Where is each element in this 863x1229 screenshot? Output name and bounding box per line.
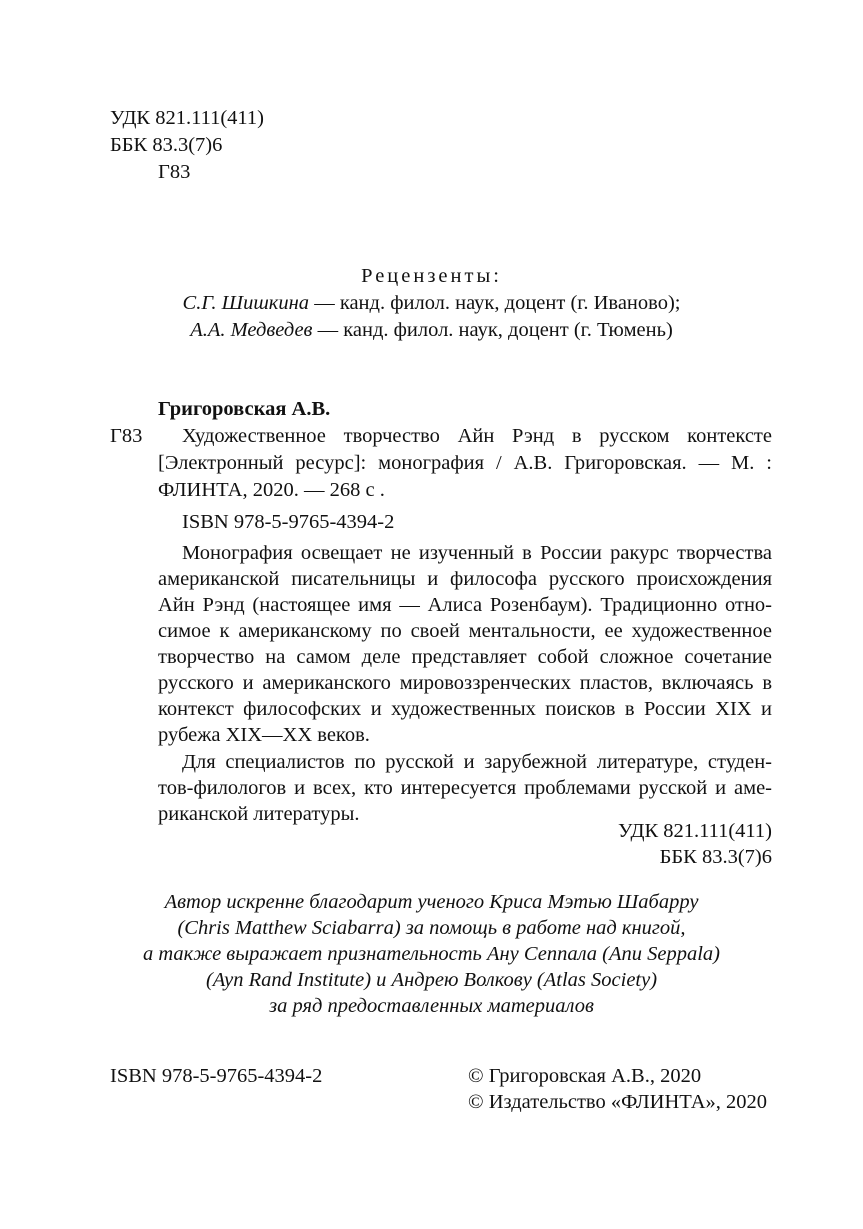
reviewer-line-1 [0, 290, 863, 316]
acknowledgment-line: а также выражает признательность Ану Сеппала (Anu Seppala) [143, 943, 720, 965]
acknowledgment-line: (Chris Matthew Sciabarra) за помощь в работе над книгой, [177, 917, 686, 939]
annotation-line: американской писательницы и философа русского происхождения [158, 568, 772, 590]
annotation-line: Монография освещает не изученный в России ракурс творчества [182, 542, 772, 564]
reviewer-name: С.Г. Шишкина [182, 292, 310, 314]
copyright-publisher: © Издательство «ФЛИНТА», 2020 [468, 1091, 768, 1113]
acknowledgment-line: за ряд предоставленных материалов [269, 995, 594, 1017]
annotation-line: симое к американскому по своей ментальности, ее художественное [158, 620, 772, 642]
entry-isbn: ISBN 978-5-9765-4394-2 [182, 511, 395, 533]
udk-code: УДК 821.111(411) [110, 107, 264, 129]
copyright-author: © Григоровская А.В., 2020 [468, 1065, 702, 1087]
audience-line: Для специалистов по русской и зарубежной литературе, студен- [182, 751, 772, 773]
entry-title-line: Художественное творчество Айн Рэнд в русском контексте [182, 425, 772, 447]
annotation-line: Айн Рэнд (настоящее имя — Алиса Розенбаум). Традиционно отно- [158, 594, 772, 616]
annotation-line: творчество на самом деле представляет собой сложное сочетание [158, 646, 772, 668]
reviewer-name: А.А. Медведев [190, 319, 313, 341]
audience-line: тов-филологов и всех, кто интересуется проблемами русской и аме- [158, 777, 772, 799]
annotation-line: рубежа XIX—XX веков. [158, 724, 370, 746]
author-sign-code: Г83 [158, 161, 191, 183]
reviewer-details: — канд. филол. наук, доцент (г. Тюмень) [312, 319, 673, 341]
entry-title-line: ФЛИНТА, 2020. — 268 с . [158, 479, 385, 501]
annotation-line: русского и американского мировоззренческих пластов, включаясь в [158, 672, 772, 694]
entry-title-line: [Электронный ресурс]: монография / А.В. Григоровская. — М. : [158, 452, 772, 474]
bbk-right: ББК 83.3(7)6 [659, 846, 772, 868]
reviewer-details: — канд. филол. наук, доцент (г. Иваново); [309, 292, 681, 314]
acknowledgment-line: Автор искренне благодарит ученого Криса Мэтью Шабарру [164, 891, 699, 913]
reviewers-heading: Рецензенты: [361, 265, 502, 287]
entry-author: Григоровская А.В. [158, 398, 331, 420]
annotation-line: контекст философских и художественных поисков в России XIX и [158, 698, 772, 720]
bbk-code: ББК 83.3(7)6 [110, 134, 223, 156]
reviewer-line-2 [0, 317, 863, 343]
udk-right: УДК 821.111(411) [618, 820, 772, 842]
entry-code: Г83 [110, 425, 143, 447]
footer-isbn: ISBN 978-5-9765-4394-2 [110, 1065, 323, 1087]
acknowledgment-line: (Ayn Rand Institute) и Андрею Волкову (Atlas Society) [205, 969, 658, 991]
audience-line: риканской литературы. [158, 803, 360, 825]
